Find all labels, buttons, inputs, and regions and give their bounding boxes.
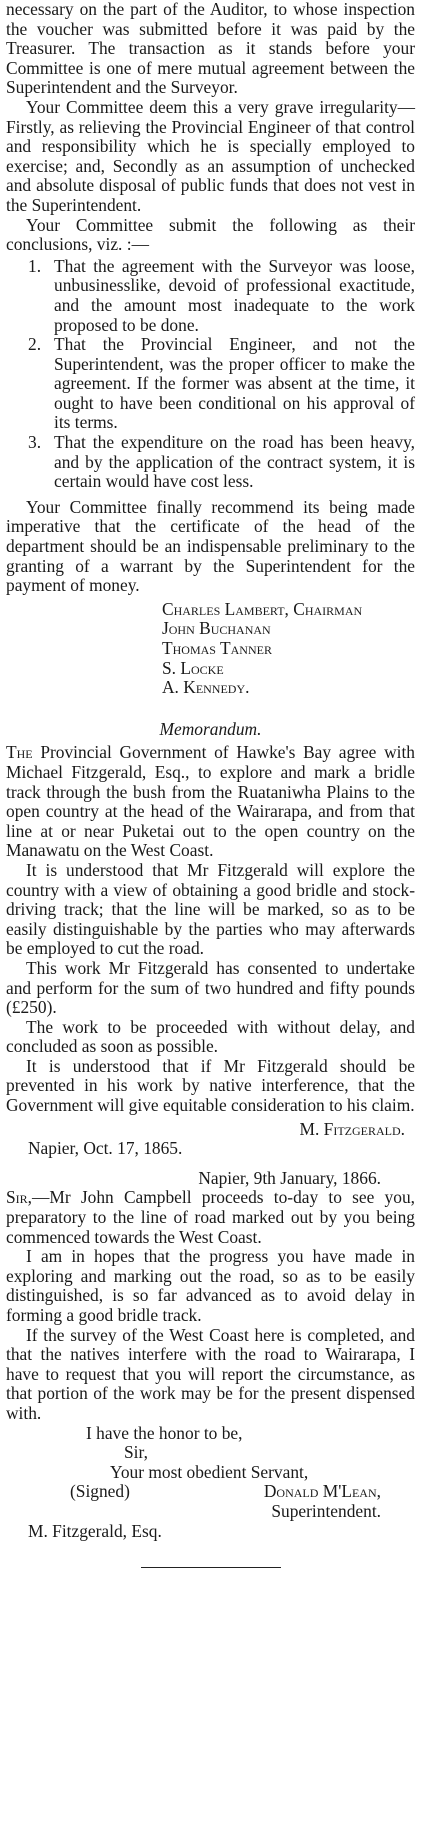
letter-paragraph-1	[6, 1188, 415, 1247]
memorandum-paragraph-3: This work Mr Fitzgerald has consented to undertake and perform for the sum of two hundred and fifty pounds (£250).	[6, 957, 415, 1018]
signatory: Thomas Tanner	[162, 638, 272, 658]
conclusion-item	[6, 257, 415, 335]
memorandum-title: Memorandum.	[159, 718, 262, 739]
report-paragraph-1: necessary on the part of the Auditor, to whose inspection the voucher was submitted before it was paid by the Treasurer. The transaction as it stands before your Committee is one of mere mutual agreement between the Superintendent and the Surveyor.	[6, 0, 415, 98]
signatory: S. Locke	[162, 657, 224, 678]
letter-closing-3: Your most obedient Servant,	[110, 1461, 309, 1482]
letter-closing-2: Sir,	[124, 1442, 148, 1463]
memorandum-signature: M. Fitzgerald.	[299, 1118, 405, 1139]
signed-title: Superintendent.	[271, 1500, 381, 1521]
letter-paragraph-3: If the survey of the West Coast here is completed, and that the natives interfere with the road to Wairarapa, I have to request that you will report the circumstance, as that portion of the work may be for the present dispensed with.	[6, 1324, 415, 1423]
conclusion-item	[6, 335, 415, 433]
memorandum-paragraph-2: It is understood that Mr Fitzgerald will explore the country with a view of obtaining a good bridle and stock-driving track; that the line will be marked, so as to be easily distinguishable by the parties who may afterwards be employed to cut the road.	[6, 859, 415, 959]
letter-addressee: M. Fitzgerald, Esq.	[28, 1520, 162, 1541]
signatory: John Buchanan	[162, 618, 271, 639]
signatory: A. Kennedy.	[162, 677, 250, 698]
letter-signed-line	[70, 1482, 415, 1502]
signed-name: Donald M'Lean,	[263, 1481, 381, 1502]
memorandum-paragraph-1-text: Provincial Government of Hawke's Bay agree with Michael Fitzgerald, Esq., to explore and mark a bridle track through the bush from the Ruataniwha Plains to the open country at the head of the Wairarapa, and from that line at or near Puketai out to the open country on the Manawatu on the West Coast.	[6, 742, 415, 861]
letter-closing-1: I have the honor to be,	[86, 1422, 243, 1443]
conclusions-list	[6, 257, 415, 492]
conclusion-text: That the expenditure on the road has been heavy, and by the application of the contract system, it is certain would have cost less.	[54, 432, 415, 492]
conclusion-number: 1.	[28, 255, 42, 276]
memorandum-place-date: Napier, Oct. 17, 1865.	[28, 1138, 183, 1159]
memorandum-lead-word: The	[6, 742, 33, 763]
signed-label: (Signed)	[70, 1481, 130, 1502]
memorandum-paragraph-1	[6, 743, 415, 861]
report-paragraph-3: Your Committee submit the following as their conclusions, viz. :—	[6, 214, 415, 255]
letter-paragraph-2: I am in hopes that the progress you have made in exploring and marking out the road, so as to be easily distinguished, is so far advanced as to avoid delay in forming a good bridle track.	[6, 1246, 415, 1325]
memorandum-paragraph-5: It is understood that if Mr Fitzgerald should be prevented in his work by native interference, that the Government will give equitable consideration to his claim.	[6, 1055, 415, 1116]
conclusion-text: That the Provincial Engineer, and not the Superintendent, was the proper officer to make the agreement. If the former was absent at the time, it ought to have been conditional on his approval of its terms.	[54, 334, 415, 433]
report-paragraph-2: Your Committee deem this a very grave irregularity—Firstly, as relieving the Provincial Engineer of that control and responsibility which he is specially employed to exercise; and, Secondly as an assumption of unchecked and absolute disposal of public funds that does not vest in the Superintendent.	[6, 96, 415, 215]
conclusion-number: 2.	[28, 334, 42, 355]
report-paragraph-4: Your Committee finally recommend its being made imperative that the certificate of the head of the department should be an indispensable preliminary to the granting of a warrant by the Superintendent for the payment of money.	[6, 496, 415, 596]
closing-rule	[141, 1567, 281, 1568]
memorandum-paragraph-4: The work to be proceeded with without delay, and concluded as soon as possible.	[6, 1016, 415, 1057]
letter-paragraph-1-text: —Mr John Campbell proceeds to-day to see you, preparatory to the line of road marked out by you being commenced towards the West Coast.	[6, 1187, 415, 1247]
conclusion-number: 3.	[28, 432, 42, 453]
conclusion-text: That the agreement with the Surveyor was loose, unbusinesslike, devoid of professional exactitude, and the amount most inadequate to the work proposed to be done.	[54, 255, 415, 335]
letter-date: Napier, 9th January, 1866.	[198, 1167, 381, 1188]
signatory: Charles Lambert, Chairman	[162, 598, 363, 619]
committee-signatures	[162, 600, 415, 698]
conclusion-item	[6, 433, 415, 492]
letter-salutation: Sir,	[6, 1187, 33, 1208]
